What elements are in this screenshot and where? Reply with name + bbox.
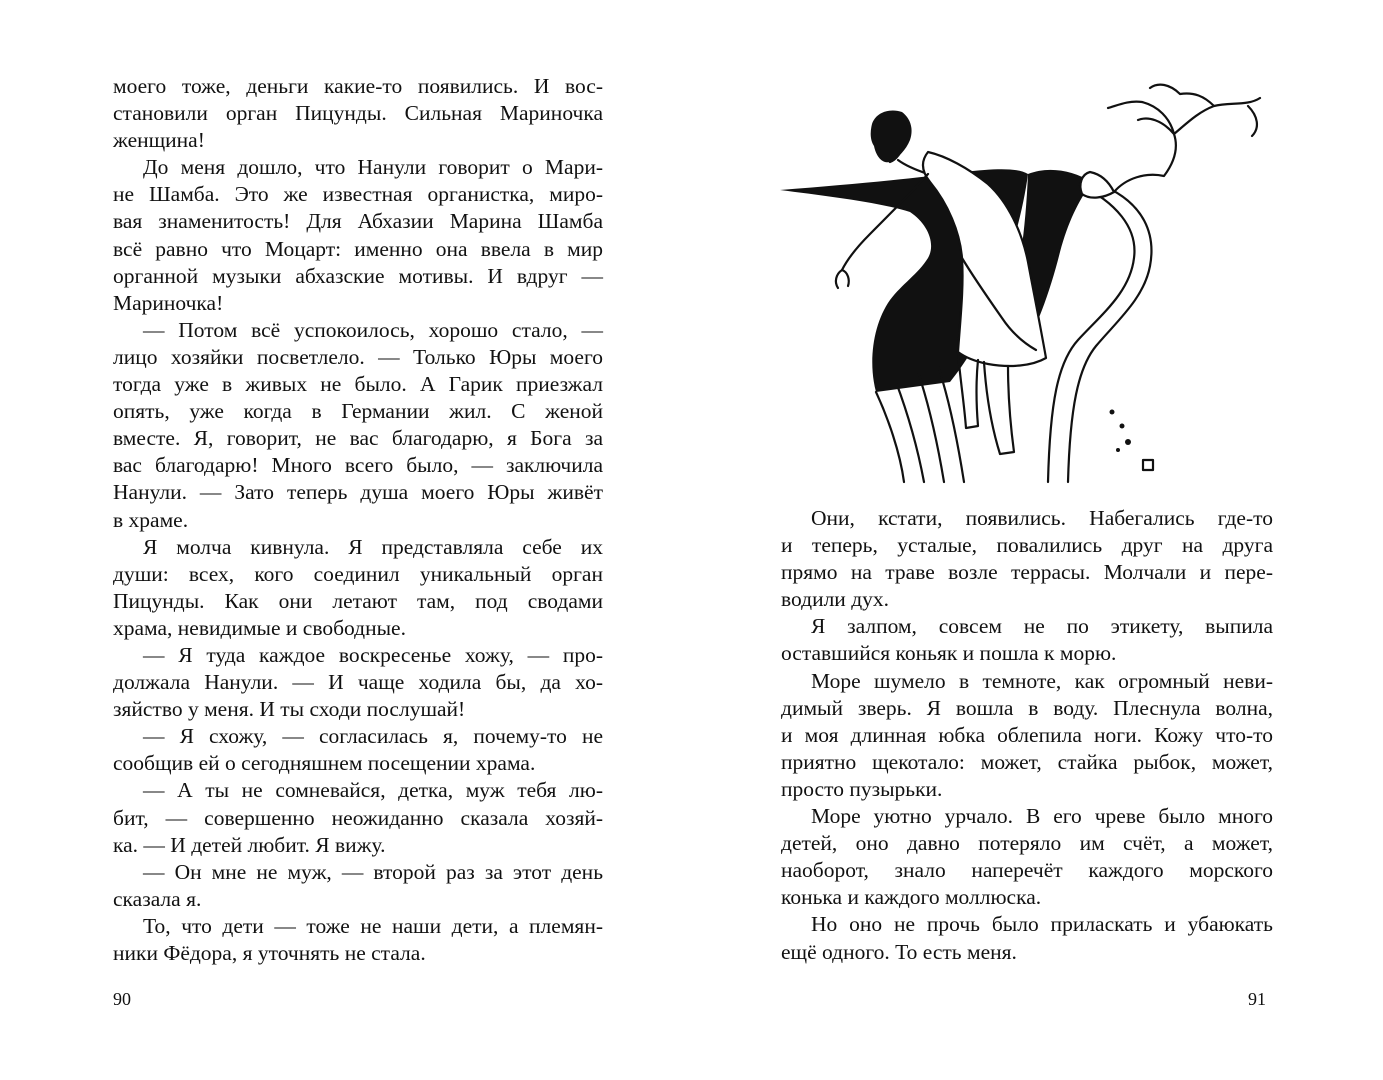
- text-line: должала Нанули. — И чаще ходила бы, да хо-: [113, 670, 603, 695]
- text-line: лицо хозяйки посветлело. — Только Юры моего: [113, 344, 603, 369]
- text-line: До меня дошло, что Нанули говорит о Мари-: [143, 155, 603, 180]
- text-line: ка. — И детей любит. Я вижу.: [113, 832, 386, 857]
- text-line: моего тоже, деньги какие-то появились. И вос-: [113, 74, 603, 98]
- text-line: прямо на траве возле террасы. Молчали и пере-: [781, 560, 1273, 585]
- text-line: ники Фёдора, я уточнять не стала.: [113, 941, 426, 965]
- text-line: Но оно не прочь было приласкать и убаюкать: [811, 912, 1273, 937]
- text-line: — Я схожу, — согласилась я, почему-то не: [143, 724, 603, 749]
- right-page-text: [781, 505, 1273, 966]
- text-line: опять, уже когда в Германии жил. С женой: [113, 399, 603, 424]
- text-line: Я молча кивнула. Я представляла себе их: [143, 534, 603, 559]
- text-line: вас благодарю! Много всего было, — заключила: [113, 453, 603, 478]
- text-line: не Шамба. Это же известная органистка, миро-: [113, 182, 603, 207]
- text-line: Море шумело в темноте, как огромный неви-: [811, 668, 1273, 693]
- text-line: и моя длинная юбка облепила ноги. Кожу что-то: [781, 722, 1273, 747]
- text-line: в храме.: [113, 507, 189, 532]
- text-line: конька и каждого моллюска.: [781, 885, 1042, 910]
- text-line: зяйство у меня. И ты сходи послушай!: [113, 697, 466, 722]
- text-line: женщина!: [113, 128, 205, 153]
- text-line: души: всех, кого соединил уникальный орган: [113, 561, 603, 586]
- text-line: приятно щекотало: может, стайка рыбок, может,: [781, 749, 1273, 774]
- text-line: вая знаменитость! Для Абхазии Марина Шамба: [113, 209, 603, 234]
- text-line: вместе. Я, говорит, не вас благодарю, я Бога за: [113, 426, 603, 451]
- text-line: Мариночка!: [113, 290, 224, 315]
- page-number-left: 90: [113, 989, 131, 1009]
- text-line: Море уютно урчало. В его чреве было много: [811, 804, 1273, 829]
- text-line: ещё одного. То есть меня.: [781, 939, 1017, 964]
- text-line: бит, — совершенно неожиданно сказала хозяй-: [113, 805, 603, 830]
- text-line: То, что дети — тоже не наши дети, а племян-: [143, 913, 603, 938]
- text-line: Нанули. — Зато теперь душа моего Юры живёт: [113, 480, 603, 505]
- text-line: сказала я.: [113, 886, 202, 911]
- right-page: [692, 0, 1383, 1080]
- text-line: органной музыки абхазские мотивы. И вдруг —: [113, 263, 603, 288]
- text-line: — Потом всё успокоилось, хорошо стало, —: [143, 317, 603, 342]
- text-line: — Я туда каждое воскресенье хожу, — про-: [143, 642, 603, 667]
- woman-by-sea-illustration-icon: [778, 62, 1278, 487]
- left-page-text: [113, 73, 603, 967]
- text-line: храма, невидимые и свободные.: [113, 615, 406, 640]
- page-number-right: 91: [1248, 989, 1266, 1009]
- text-line: оставшийся коньяк и пошла к морю.: [781, 641, 1117, 666]
- text-line: водили дух.: [781, 587, 890, 612]
- text-line: Я залпом, совсем не по этикету, выпила: [811, 614, 1273, 639]
- text-line: всё равно что Моцарт: именно она ввела в мир: [113, 236, 603, 261]
- text-line: тогда уже в живых не было. А Гарик приезжал: [113, 372, 603, 397]
- text-line: становили орган Пицунды. Сильная Мариночка: [113, 101, 603, 126]
- text-line: Пицунды. Как они летают там, под сводами: [113, 588, 603, 613]
- text-line: димый зверь. Я вошла в воду. Плеснула волна,: [781, 695, 1273, 720]
- text-line: сообщив ей о сегодняшнем посещении храма.: [113, 751, 536, 776]
- text-line: — Он мне не муж, — второй раз за этот день: [143, 859, 603, 884]
- text-line: и теперь, усталые, повалились друг на друга: [781, 533, 1273, 558]
- text-line: детей, оно давно потеряло им счёт, а может,: [781, 831, 1273, 856]
- text-line: просто пузырьки.: [781, 776, 943, 801]
- text-line: наоборот, знало наперечёт каждого морского: [781, 858, 1273, 883]
- text-line: Они, кстати, появились. Набегались где-то: [811, 506, 1273, 530]
- text-line: — А ты не сомневайся, детка, муж тебя лю-: [143, 778, 603, 803]
